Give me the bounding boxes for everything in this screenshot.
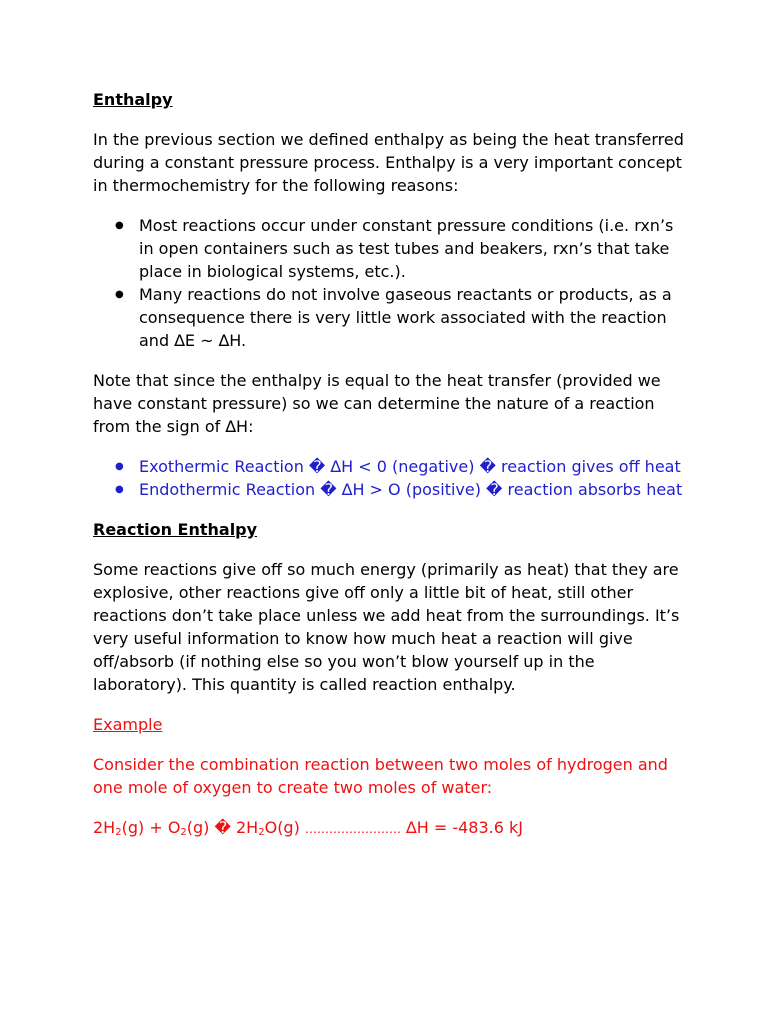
equation-part: 2H <box>93 818 116 837</box>
equation-subscript: 2 <box>258 827 265 838</box>
enthalpy-value: ∆H = -483.6 kJ <box>400 818 523 837</box>
reaction-enthalpy-paragraph: Some reactions give off so much energy (primarily as heat) that they are explosive, other reactions give off only a little bit of heat, still other reactions don’t take place unless we add heat from the surroundings. It’s very useful information to know how much heat a reaction will give off/absorb (if nothing else so you won’t blow yourself up in the laboratory). This quantity is called reaction enthalpy. <box>93 560 680 694</box>
intro-paragraph: In the previous section we defined enthalpy as being the heat transferred during a constant pressure process. Enthalpy is a very important concept in thermochemistry for the following reasons: <box>93 130 684 195</box>
document-page <box>93 88 693 841</box>
example-heading: Example <box>93 715 163 734</box>
equation-subscript: 2 <box>180 827 187 838</box>
list-item <box>93 214 693 283</box>
reaction-types-list <box>93 455 693 501</box>
heading-enthalpy: Enthalpy <box>93 90 173 109</box>
list-item-text: Endothermic Reaction � ∆H > O (positive) � reaction absorbs heat <box>139 480 683 499</box>
list-item <box>93 455 693 478</box>
equation-subscript: 2 <box>115 827 122 838</box>
note-paragraph: Note that since the enthalpy is equal to the heat transfer (provided we have constant pressure) so we can determine the nature of a reaction from the sign of ∆H: <box>93 371 661 436</box>
list-item <box>93 283 693 352</box>
bullet-icon: ● <box>115 461 124 472</box>
list-item <box>93 478 693 501</box>
equation-part: O(g) <box>264 818 305 837</box>
dotted-leader: …………………… <box>304 822 401 836</box>
bullet-icon: ● <box>115 484 124 495</box>
list-item-text: Many reactions do not involve gaseous reactants or products, as a consequence there is very little work associated with the reaction and ∆E ~ ∆H. <box>139 285 672 350</box>
reasons-list <box>93 214 693 352</box>
reaction-equation <box>93 816 693 841</box>
list-item-text: Exothermic Reaction � ∆H < 0 (negative) � reaction gives off heat <box>139 457 681 476</box>
equation-part: (g) + O <box>121 818 181 837</box>
bullet-icon: ● <box>115 220 124 231</box>
bullet-icon: ● <box>115 289 124 300</box>
list-item-text: Most reactions occur under constant pressure conditions (i.e. rxn’s in open containers such as test tubes and beakers, rxn’s that take place in biological systems, etc.). <box>139 216 674 281</box>
example-paragraph: Consider the combination reaction between two moles of hydrogen and one mole of oxygen to create two moles of water: <box>93 755 668 797</box>
equation-part: (g) � 2H <box>186 818 259 837</box>
heading-reaction-enthalpy: Reaction Enthalpy <box>93 520 258 539</box>
